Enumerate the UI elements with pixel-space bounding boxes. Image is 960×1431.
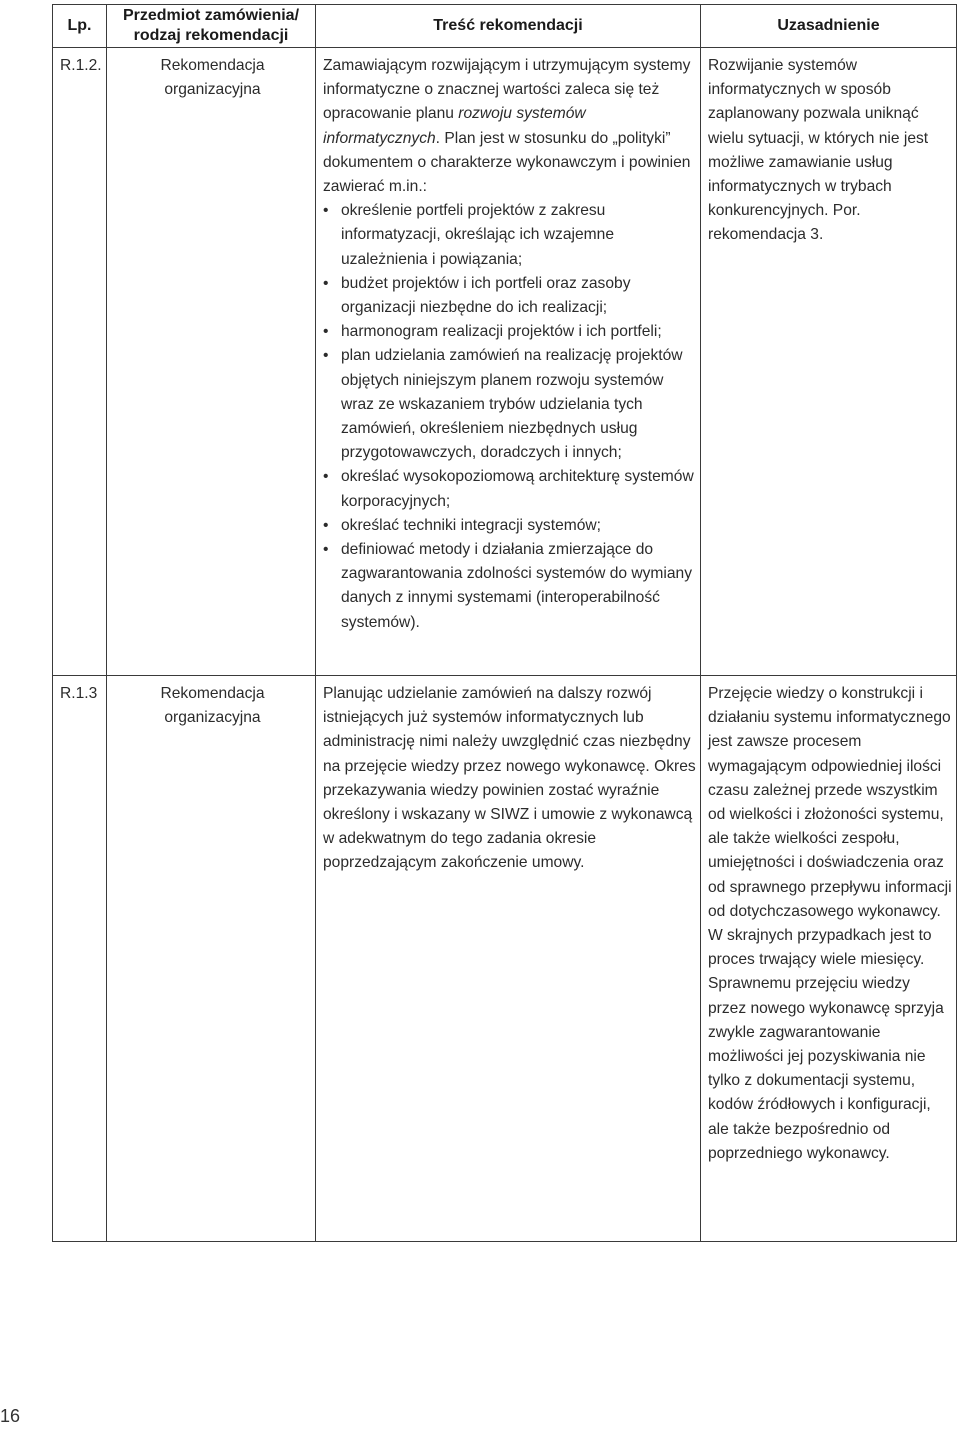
- list-item: • definiować metody i działania zmierzające do zagwarantowania zdolności systemów do wymiany danych z innymi systemami (interoperabilność systemów).: [341, 538, 696, 635]
- content-intro-text: Zamawiającym rozwijającym i utrzymującym systemy informatyczne o znacznej wartości zaleca się też opracowanie planu: [323, 57, 691, 123]
- list-item: • określenie portfeli projektów z zakresu informatyzacji, określając ich wzajemne uzależnienia i powiązania;: [341, 199, 696, 272]
- row-justification: Przejęcie wiedzy o konstrukcji i działaniu systemu informatycznego jest zawsze procesem wymagającym odpowiedniej ilości czasu zależnej przede wszystkim od wielkości i złożoności systemu, ale także wielkości zespołu, umiejętności i doświadczenia oraz od sprawnego przepływu informacji od dotychczasowego wykonawcy. W skrajnych przypadkach jest to proces trwający wiele miesięcy. Sprawnemu przejęciu wiedzy przez nowego wykonawcę sprzyja zwykle zagwarantowanie możliwości jej pozyskiwania nie tylko z dokumentacji systemu, kodów źródłowych i konfiguracji, ale także bezpośrednio od poprzedniego wykonawcy.: [701, 676, 957, 1242]
- header-justification: Uzasadnienie: [701, 5, 957, 48]
- table-row: [53, 48, 957, 676]
- table-row: [53, 676, 957, 1242]
- content-intro-text-end: . Plan jest w stosunku do „polityki” dokumentem o charakterze wykonawczym i powinien zawierać m.in.:: [323, 129, 691, 196]
- header-type: Przedmiot zamówienia/ rodzaj rekomendacji: [107, 5, 316, 48]
- recommendations-table: [52, 4, 957, 1242]
- header-row: [53, 5, 957, 48]
- row-content: Planując udzielanie zamówień na dalszy rozwój istniejących już systemów informatycznych lub administrację nimi należy uwzględnić czas niezbędny na przejęcie wiedzy przez nowego wykonawcę. Okres przekazywania wiedzy powinien zostać wyraźnie określony i wskazany w SIWZ i umowie z wykonawcą w adekwatnym do tego zadania okresie poprzedzającym zakończenie umowy.: [316, 676, 701, 1242]
- bullet-list: [323, 199, 696, 635]
- header-content: Treść rekomendacji: [316, 5, 701, 48]
- row-content: [316, 48, 701, 676]
- row-justification: Rozwijanie systemów informatycznych w sposób zaplanowany pozwala uniknąć wielu sytuacji, w których nie jest możliwe zamawianie usług informatycznych w trybach konkurencyjnych. Por. rekomendacja 3.: [701, 48, 957, 676]
- list-item: • budżet projektów i ich portfeli oraz zasoby organizacji niezbędne do ich realizacji;: [341, 272, 696, 320]
- row-lp: R.1.2.: [53, 48, 107, 676]
- row-type: Rekomendacja organizacyjna: [107, 676, 316, 1242]
- content-intro-emphasis: rozwoju systemów informatycznych: [323, 105, 586, 147]
- content-intro: [323, 54, 696, 199]
- list-item: • określać techniki integracji systemów;: [341, 514, 696, 538]
- list-item: • plan udzielania zamówień na realizację projektów objętych niniejszym planem rozwoju systemów wraz ze wskazaniem trybów udzielania tych zamówień, określeniem niezbędnych usług przygotowawczych, doradczych i innych;: [341, 344, 696, 465]
- list-item: • określać wysokopoziomową architekturę systemów korporacyjnych;: [341, 465, 696, 513]
- list-item: • harmonogram realizacji projektów i ich portfeli;: [341, 320, 696, 344]
- row-lp: R.1.3: [53, 676, 107, 1242]
- page-number: 16: [0, 1406, 21, 1426]
- row-type: Rekomendacja organizacyjna: [107, 48, 316, 676]
- header-lp: Lp.: [53, 5, 107, 48]
